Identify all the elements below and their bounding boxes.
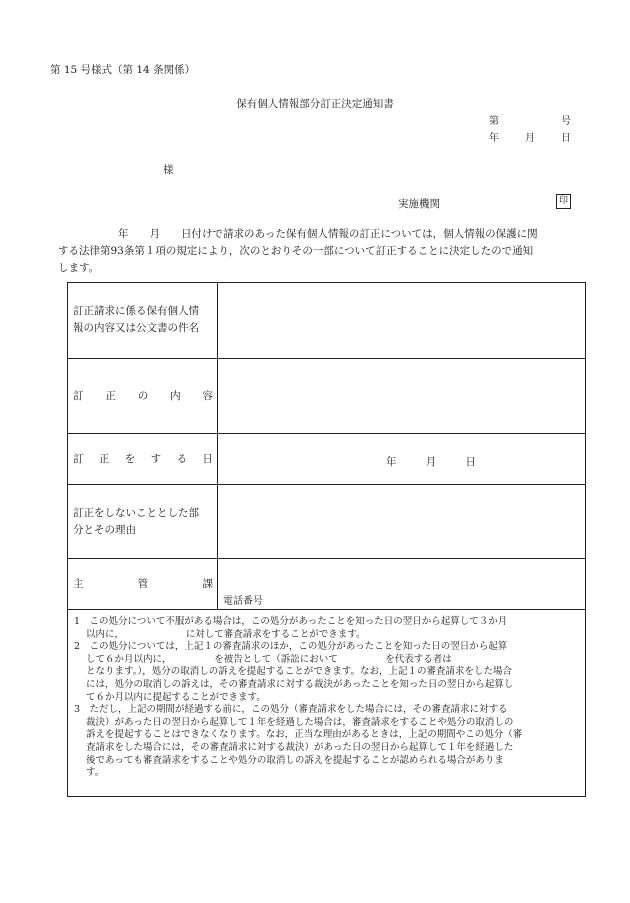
table-row-reason — [68, 485, 585, 559]
label-department: 主 管 課 — [73, 578, 213, 590]
document-number — [489, 112, 571, 127]
note-line: 裁決）があった日の翌日から起算して１年を経過した場合は，審査請求をすることや処分の取消しの — [86, 716, 514, 728]
note-line: 1 この処分について不服がある場合は，この処分があったことを知った日の翌日から起算して３か月 — [74, 616, 508, 627]
agency-label: 実施機関 — [398, 198, 440, 210]
body-line-2: する法律第93条第１項の規定により，次のとおりその一部について訂正することに決定したので通知 — [58, 245, 534, 257]
note-line: 査請求をした場合には，その審査請求に対する裁決）があった日の翌日から起算して１年を経過した — [86, 741, 514, 753]
date-day: 日 — [561, 133, 571, 144]
decision-table — [67, 282, 586, 797]
body-line-3: します。 — [58, 262, 100, 274]
number-suffix: 号 — [561, 116, 571, 127]
note-line: 訴えを提起することはできなくなります。なお，正当な理由があるときは，上記の期間やこの処分（審 — [86, 729, 523, 741]
phone-label: 電話番号 — [223, 596, 263, 607]
label-date: 訂 正 を す る 日 — [73, 453, 213, 465]
label-cell — [68, 559, 218, 609]
notice-body — [58, 226, 578, 277]
document-title: 保有個人情報部分訂正決定通知書 — [236, 98, 394, 110]
note-line: には，処分の取消しの訴えは，その審査請求に対する裁決があったことを知った日の翌日から起算し — [86, 678, 514, 690]
note-line: となります。），処分の取消しの訴えを提起することができます。なお，上記１の審査請求をした場合 — [86, 666, 512, 678]
body-line-1: 年 月 日付けで請求のあった保有個人情報の訂正については，個人情報の保護に関 — [118, 228, 538, 240]
date-year: 年 — [489, 133, 499, 144]
label-cell — [68, 283, 218, 358]
label-cell — [68, 485, 218, 558]
date-month: 月 — [525, 133, 535, 144]
note-line: 3 ただし，上記の期間が経過する前に，この処分（審査請求をした場合には，その審査請求に対する — [74, 704, 508, 716]
correction-date: 年 月 日 — [386, 456, 476, 468]
table-row-department — [68, 559, 585, 610]
table-row-date — [68, 434, 585, 485]
seal-mark: 印 — [556, 194, 571, 209]
note-line: 後であっても審査請求をすることや処分の取消しの訴えを提起することが認められる場合がありま — [86, 754, 504, 766]
note-line: 2 この処分については，上記１の審査請求のほか，この処分があったことを知った日の翌日から起算 — [74, 641, 508, 653]
table-row-subject — [68, 283, 585, 359]
issue-date — [489, 129, 571, 144]
label-content: 訂 正 の 内 容 — [73, 390, 213, 402]
addressee: 様 — [163, 164, 174, 176]
label-subject: 訂正請求に係る保有個人情 報の内容又は公文書の件名 — [73, 305, 199, 334]
label-cell — [68, 434, 218, 484]
number-prefix: 第 — [489, 116, 499, 127]
note-line: す。 — [86, 767, 105, 779]
note-line: 以内に， に対して審査請求をすることができます。 — [86, 628, 366, 640]
form-number: 第 15 号様式（第 14 条関係） — [50, 64, 196, 76]
table-row-content — [68, 359, 585, 434]
appeal-notes — [74, 616, 522, 780]
note-line: て６か月以内に提起することができます。 — [86, 691, 266, 703]
label-reason: 訂正をしないこととした部 分とその理由 — [73, 507, 199, 536]
note-line: して６か月以内に， を被告として（訴訟において を代表する者は — [86, 653, 452, 665]
label-cell — [68, 359, 218, 433]
